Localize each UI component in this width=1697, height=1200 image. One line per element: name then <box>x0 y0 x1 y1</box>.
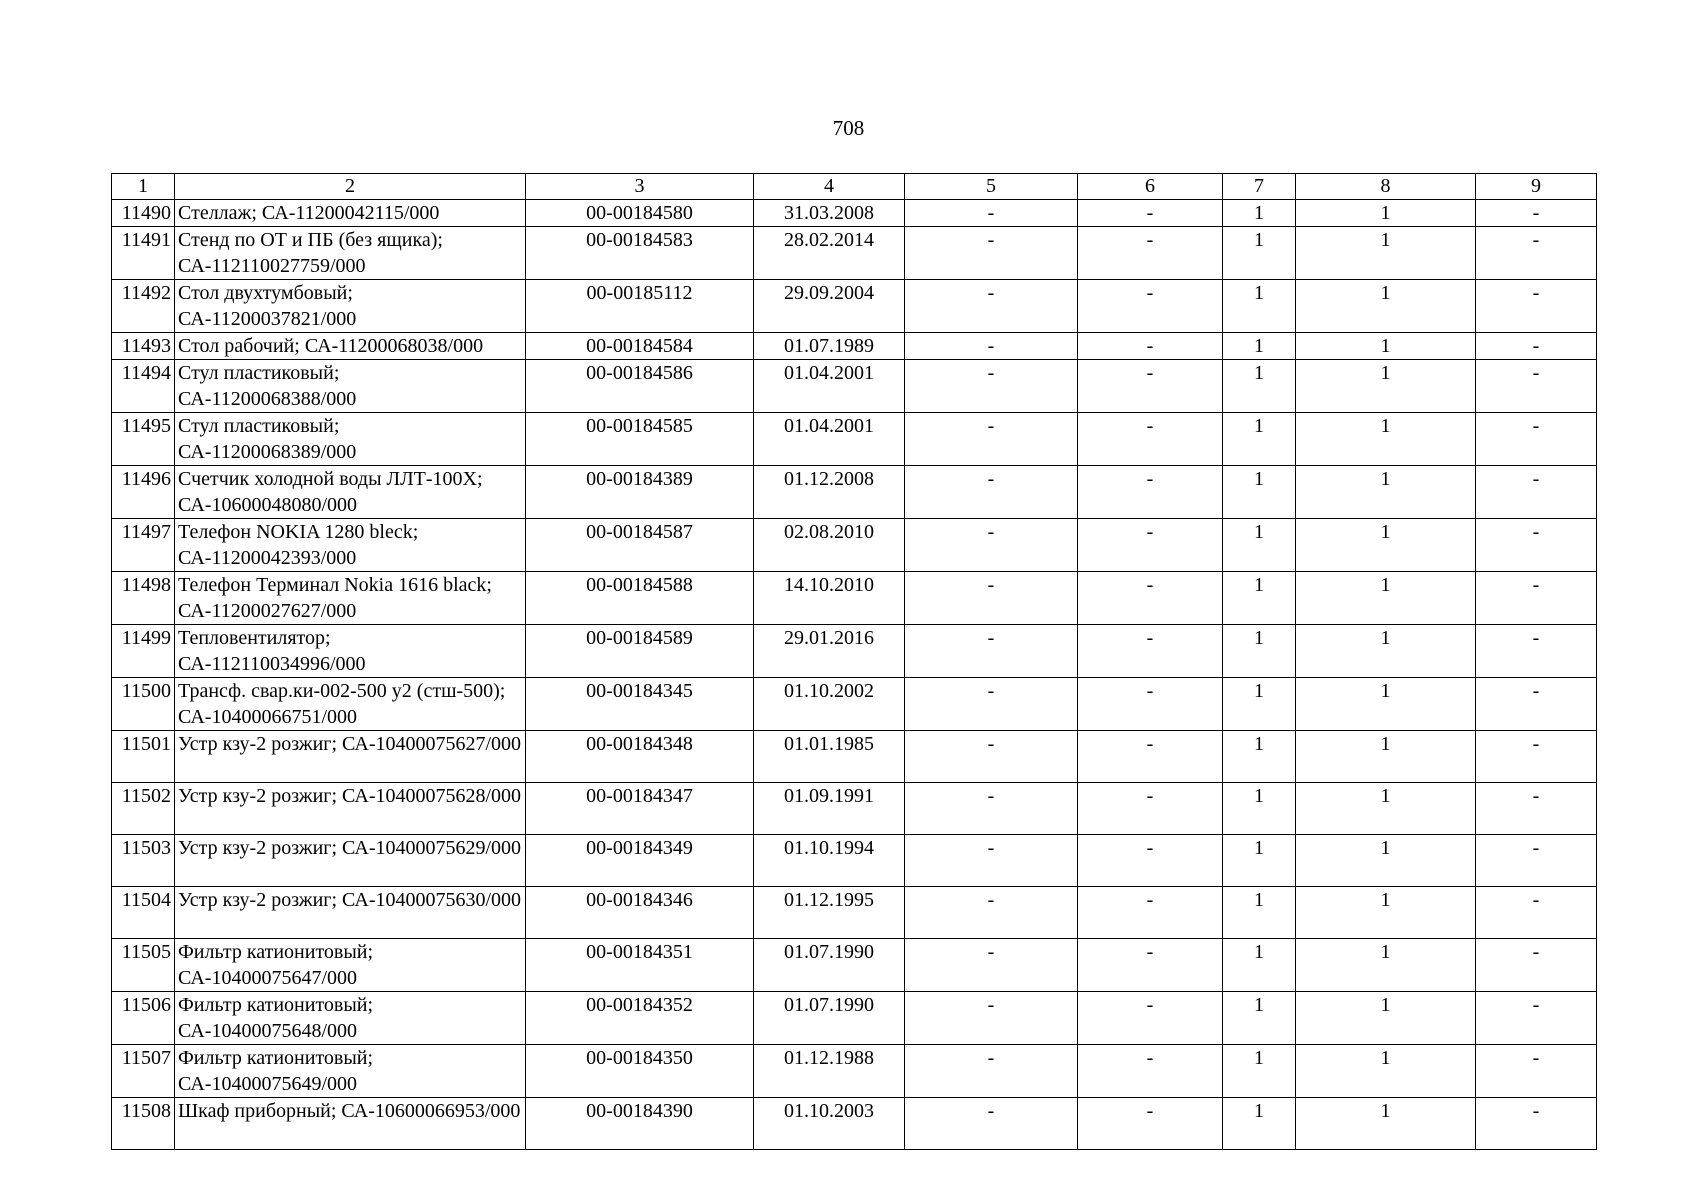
column-6-cell: - <box>1078 783 1223 835</box>
column-5-cell: - <box>905 992 1078 1045</box>
column-9-cell: - <box>1476 783 1597 835</box>
table-row <box>112 625 1597 678</box>
asset-name-cell: Стул пластиковый; СА-11200068388/000 <box>175 360 526 413</box>
column-header-1: 1 <box>112 174 175 200</box>
column-8-cell: 1 <box>1296 625 1476 678</box>
column-8-cell: 1 <box>1296 939 1476 992</box>
column-8-cell: 1 <box>1296 783 1476 835</box>
column-5-cell: - <box>905 783 1078 835</box>
inventory-number-cell: 00-00184347 <box>526 783 754 835</box>
column-9-cell: - <box>1476 1098 1597 1150</box>
column-7-cell: 1 <box>1223 992 1296 1045</box>
column-header-5: 5 <box>905 174 1078 200</box>
table-row <box>112 783 1597 835</box>
table-row <box>112 835 1597 887</box>
column-6-cell: - <box>1078 887 1223 939</box>
page-number: 708 <box>832 116 865 140</box>
inventory-number-cell: 00-00184348 <box>526 731 754 783</box>
table-row <box>112 200 1597 227</box>
column-8-cell: 1 <box>1296 466 1476 519</box>
column-8-cell: 1 <box>1296 280 1476 333</box>
column-5-cell: - <box>905 572 1078 625</box>
column-5-cell: - <box>905 280 1078 333</box>
date-cell: 01.07.1990 <box>754 992 905 1045</box>
column-8-cell: 1 <box>1296 835 1476 887</box>
column-9-cell: - <box>1476 625 1597 678</box>
column-header-9: 9 <box>1476 174 1597 200</box>
inventory-number-cell: 00-00185112 <box>526 280 754 333</box>
column-7-cell: 1 <box>1223 835 1296 887</box>
row-number-cell: 11490 <box>112 200 175 227</box>
column-9-cell: - <box>1476 280 1597 333</box>
date-cell: 14.10.2010 <box>754 572 905 625</box>
inventory-number-cell: 00-00184589 <box>526 625 754 678</box>
column-6-cell: - <box>1078 227 1223 280</box>
table-row <box>112 413 1597 466</box>
asset-name-cell: Тепловентилятор; СА-112110034996/000 <box>175 625 526 678</box>
inventory-number-cell: 00-00184349 <box>526 835 754 887</box>
column-7-cell: 1 <box>1223 939 1296 992</box>
asset-name-cell: Устр кзу-2 розжиг; СА-10400075630/000 <box>175 887 526 939</box>
asset-name-cell: Телефон Терминал Nokia 1616 black; СА-11200027627/000 <box>175 572 526 625</box>
column-7-cell: 1 <box>1223 887 1296 939</box>
column-5-cell: - <box>905 519 1078 572</box>
column-7-cell: 1 <box>1223 333 1296 360</box>
inventory-number-cell: 00-00184390 <box>526 1098 754 1150</box>
row-number-cell: 11507 <box>112 1045 175 1098</box>
column-9-cell: - <box>1476 731 1597 783</box>
asset-name-cell: Счетчик холодной воды ЛЛТ-100Х; СА-10600048080/000 <box>175 466 526 519</box>
column-5-cell: - <box>905 887 1078 939</box>
date-cell: 01.12.1988 <box>754 1045 905 1098</box>
table-row <box>112 360 1597 413</box>
column-7-cell: 1 <box>1223 519 1296 572</box>
column-8-cell: 1 <box>1296 333 1476 360</box>
row-number-cell: 11497 <box>112 519 175 572</box>
column-5-cell: - <box>905 466 1078 519</box>
date-cell: 02.08.2010 <box>754 519 905 572</box>
row-number-cell: 11499 <box>112 625 175 678</box>
inventory-number-cell: 00-00184346 <box>526 887 754 939</box>
column-9-cell: - <box>1476 887 1597 939</box>
date-cell: 29.01.2016 <box>754 625 905 678</box>
column-8-cell: 1 <box>1296 227 1476 280</box>
column-6-cell: - <box>1078 835 1223 887</box>
row-number-cell: 11496 <box>112 466 175 519</box>
row-number-cell: 11501 <box>112 731 175 783</box>
column-6-cell: - <box>1078 731 1223 783</box>
column-5-cell: - <box>905 1045 1078 1098</box>
asset-name-cell: Фильтр катионитовый; СА-10400075648/000 <box>175 992 526 1045</box>
asset-name-cell: Телефон NOKIA 1280 bleck; СА-11200042393/000 <box>175 519 526 572</box>
column-6-cell: - <box>1078 466 1223 519</box>
column-5-cell: - <box>905 227 1078 280</box>
column-7-cell: 1 <box>1223 572 1296 625</box>
column-header-3: 3 <box>526 174 754 200</box>
column-7-cell: 1 <box>1223 1045 1296 1098</box>
inventory-number-cell: 00-00184586 <box>526 360 754 413</box>
row-number-cell: 11495 <box>112 413 175 466</box>
inventory-number-cell: 00-00184352 <box>526 992 754 1045</box>
column-9-cell: - <box>1476 227 1597 280</box>
column-7-cell: 1 <box>1223 200 1296 227</box>
column-9-cell: - <box>1476 572 1597 625</box>
column-9-cell: - <box>1476 360 1597 413</box>
asset-name-cell: Устр кзу-2 розжиг; СА-10400075627/000 <box>175 731 526 783</box>
inventory-number-cell: 00-00184345 <box>526 678 754 731</box>
table-row <box>112 519 1597 572</box>
date-cell: 01.12.1995 <box>754 887 905 939</box>
column-9-cell: - <box>1476 519 1597 572</box>
inventory-number-cell: 00-00184350 <box>526 1045 754 1098</box>
asset-name-cell: Фильтр катионитовый; СА-10400075649/000 <box>175 1045 526 1098</box>
asset-name-cell: Стол рабочий; СА-11200068038/000 <box>175 333 526 360</box>
column-9-cell: - <box>1476 200 1597 227</box>
column-header-8: 8 <box>1296 174 1476 200</box>
column-5-cell: - <box>905 835 1078 887</box>
date-cell: 01.10.2003 <box>754 1098 905 1150</box>
table-row <box>112 466 1597 519</box>
date-cell: 01.12.2008 <box>754 466 905 519</box>
table-row <box>112 731 1597 783</box>
column-9-cell: - <box>1476 939 1597 992</box>
column-5-cell: - <box>905 625 1078 678</box>
table-row <box>112 227 1597 280</box>
inventory-number-cell: 00-00184588 <box>526 572 754 625</box>
date-cell: 01.04.2001 <box>754 360 905 413</box>
column-9-cell: - <box>1476 678 1597 731</box>
asset-name-cell: Стеллаж; СА-11200042115/000 <box>175 200 526 227</box>
column-6-cell: - <box>1078 200 1223 227</box>
column-7-cell: 1 <box>1223 678 1296 731</box>
column-8-cell: 1 <box>1296 887 1476 939</box>
row-number-cell: 11492 <box>112 280 175 333</box>
column-number-header-row <box>112 174 1597 200</box>
inventory-number-cell: 00-00184351 <box>526 939 754 992</box>
column-6-cell: - <box>1078 625 1223 678</box>
inventory-number-cell: 00-00184389 <box>526 466 754 519</box>
column-6-cell: - <box>1078 519 1223 572</box>
column-8-cell: 1 <box>1296 200 1476 227</box>
column-7-cell: 1 <box>1223 625 1296 678</box>
column-5-cell: - <box>905 939 1078 992</box>
row-number-cell: 11498 <box>112 572 175 625</box>
date-cell: 01.09.1991 <box>754 783 905 835</box>
row-number-cell: 11505 <box>112 939 175 992</box>
column-7-cell: 1 <box>1223 783 1296 835</box>
date-cell: 01.04.2001 <box>754 413 905 466</box>
row-number-cell: 11494 <box>112 360 175 413</box>
date-cell: 31.03.2008 <box>754 200 905 227</box>
column-8-cell: 1 <box>1296 1045 1476 1098</box>
asset-register-table <box>111 173 1597 1150</box>
column-6-cell: - <box>1078 992 1223 1045</box>
row-number-cell: 11491 <box>112 227 175 280</box>
column-8-cell: 1 <box>1296 572 1476 625</box>
column-6-cell: - <box>1078 1045 1223 1098</box>
column-8-cell: 1 <box>1296 360 1476 413</box>
inventory-number-cell: 00-00184587 <box>526 519 754 572</box>
inventory-number-cell: 00-00184583 <box>526 227 754 280</box>
date-cell: 28.02.2014 <box>754 227 905 280</box>
column-6-cell: - <box>1078 360 1223 413</box>
column-6-cell: - <box>1078 280 1223 333</box>
asset-name-cell: Трансф. свар.ки-002-500 у2 (стш-500); СА-10400066751/000 <box>175 678 526 731</box>
asset-name-cell: Стул пластиковый; СА-11200068389/000 <box>175 413 526 466</box>
table-row <box>112 572 1597 625</box>
column-5-cell: - <box>905 333 1078 360</box>
column-8-cell: 1 <box>1296 1098 1476 1150</box>
asset-name-cell: Устр кзу-2 розжиг; СА-10400075629/000 <box>175 835 526 887</box>
table-row <box>112 280 1597 333</box>
column-7-cell: 1 <box>1223 280 1296 333</box>
inventory-number-cell: 00-00184585 <box>526 413 754 466</box>
column-8-cell: 1 <box>1296 413 1476 466</box>
column-9-cell: - <box>1476 992 1597 1045</box>
column-6-cell: - <box>1078 678 1223 731</box>
asset-name-cell: Стенд по ОТ и ПБ (без ящика); СА-112110027759/000 <box>175 227 526 280</box>
table-row <box>112 887 1597 939</box>
table-row <box>112 333 1597 360</box>
column-5-cell: - <box>905 678 1078 731</box>
column-5-cell: - <box>905 200 1078 227</box>
column-7-cell: 1 <box>1223 227 1296 280</box>
column-8-cell: 1 <box>1296 992 1476 1045</box>
column-7-cell: 1 <box>1223 731 1296 783</box>
asset-name-cell: Шкаф приборный; СА-10600066953/000 <box>175 1098 526 1150</box>
column-9-cell: - <box>1476 466 1597 519</box>
column-6-cell: - <box>1078 939 1223 992</box>
row-number-cell: 11506 <box>112 992 175 1045</box>
asset-name-cell: Фильтр катионитовый; СА-10400075647/000 <box>175 939 526 992</box>
asset-name-cell: Устр кзу-2 розжиг; СА-10400075628/000 <box>175 783 526 835</box>
column-7-cell: 1 <box>1223 1098 1296 1150</box>
column-9-cell: - <box>1476 1045 1597 1098</box>
date-cell: 01.10.1994 <box>754 835 905 887</box>
column-5-cell: - <box>905 360 1078 413</box>
row-number-cell: 11502 <box>112 783 175 835</box>
column-header-7: 7 <box>1223 174 1296 200</box>
date-cell: 01.10.2002 <box>754 678 905 731</box>
date-cell: 01.01.1985 <box>754 731 905 783</box>
row-number-cell: 11508 <box>112 1098 175 1150</box>
column-9-cell: - <box>1476 333 1597 360</box>
column-9-cell: - <box>1476 835 1597 887</box>
column-header-4: 4 <box>754 174 905 200</box>
table-row <box>112 1045 1597 1098</box>
column-6-cell: - <box>1078 333 1223 360</box>
table-row <box>112 939 1597 992</box>
column-5-cell: - <box>905 413 1078 466</box>
date-cell: 01.07.1990 <box>754 939 905 992</box>
table-row <box>112 678 1597 731</box>
column-7-cell: 1 <box>1223 413 1296 466</box>
row-number-cell: 11503 <box>112 835 175 887</box>
column-8-cell: 1 <box>1296 519 1476 572</box>
column-8-cell: 1 <box>1296 731 1476 783</box>
column-7-cell: 1 <box>1223 466 1296 519</box>
column-8-cell: 1 <box>1296 678 1476 731</box>
date-cell: 29.09.2004 <box>754 280 905 333</box>
asset-name-cell: Стол двухтумбовый; СА-11200037821/000 <box>175 280 526 333</box>
table-row <box>112 992 1597 1045</box>
row-number-cell: 11500 <box>112 678 175 731</box>
column-6-cell: - <box>1078 572 1223 625</box>
column-9-cell: - <box>1476 413 1597 466</box>
column-5-cell: - <box>905 731 1078 783</box>
table-row <box>112 1098 1597 1150</box>
row-number-cell: 11493 <box>112 333 175 360</box>
column-header-6: 6 <box>1078 174 1223 200</box>
column-5-cell: - <box>905 1098 1078 1150</box>
inventory-number-cell: 00-00184584 <box>526 333 754 360</box>
row-number-cell: 11504 <box>112 887 175 939</box>
inventory-number-cell: 00-00184580 <box>526 200 754 227</box>
column-header-2: 2 <box>175 174 526 200</box>
column-6-cell: - <box>1078 413 1223 466</box>
column-7-cell: 1 <box>1223 360 1296 413</box>
date-cell: 01.07.1989 <box>754 333 905 360</box>
column-6-cell: - <box>1078 1098 1223 1150</box>
